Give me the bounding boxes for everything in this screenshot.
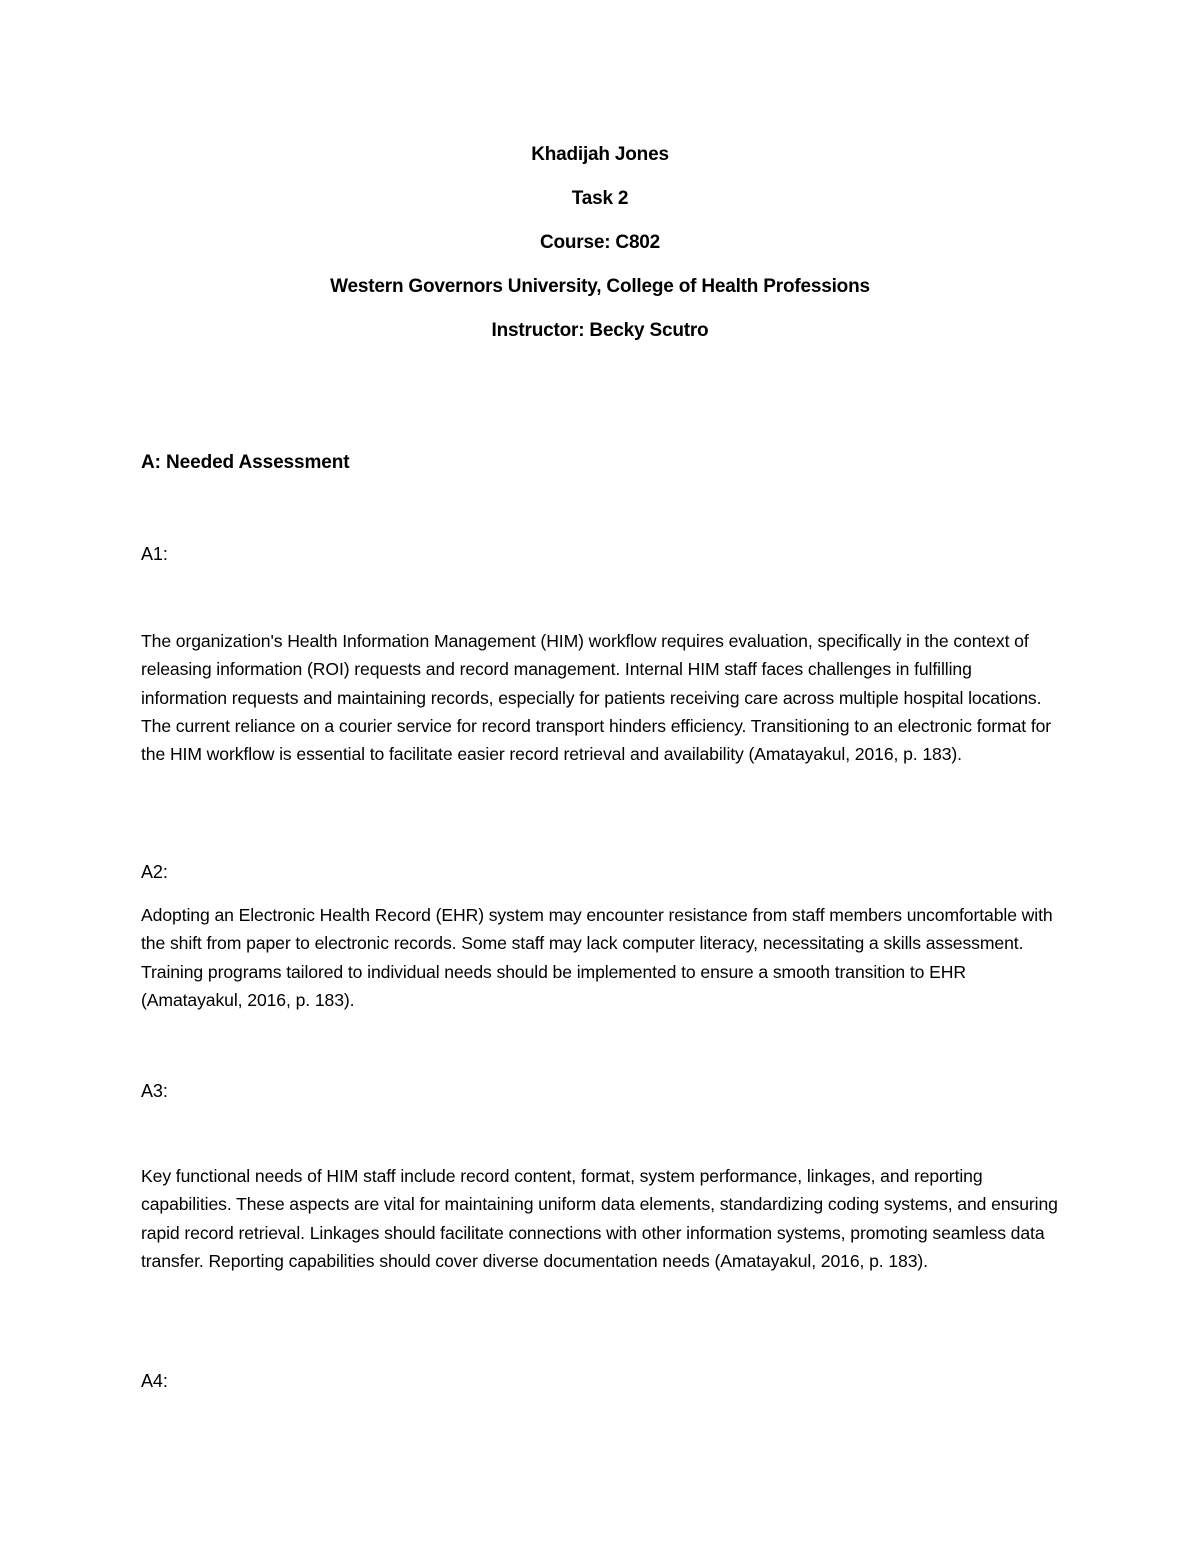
- author-name: Khadijah Jones: [531, 144, 669, 165]
- course-line: Course: C802: [539, 232, 661, 253]
- title-block: [0, 140, 1200, 360]
- subsection-label-a1: A1:: [141, 544, 168, 564]
- paragraph-a1: The organization's Health Information Management (HIM) workflow requires evaluation, specifically in the context of releasing information (ROI) requests and record management. Internal HIM staff faces challenges in fulfilling information requests and maintaining records, especially for patients receiving care across multiple hospital locations. The current reliance on a courier service for record transport hinders efficiency. Transitioning to an electronic format for the HIM workflow is essential to facilitate easier record retrieval and availability (Amatayakul, 2016, p. 183).: [141, 631, 1052, 765]
- subsection-label-a2: A2:: [141, 862, 168, 882]
- subsection-label-a3: A3:: [141, 1081, 168, 1101]
- paragraph-a3: Key functional needs of HIM staff include record content, format, system performance, linkages, and reporting capabilities. These aspects are vital for maintaining uniform data elements, standardizing coding systems, and ensuring rapid record retrieval. Linkages should facilitate connections with other information systems, promoting seamless data transfer. Reporting capabilities should cover diverse documentation needs (Amatayakul, 2016, p. 183).: [141, 1166, 1058, 1271]
- task-title: Task 2: [571, 188, 629, 209]
- section-heading-a: A: Needed Assessment: [141, 452, 350, 473]
- paragraph-a2: Adopting an Electronic Health Record (EHR) system may encounter resistance from staff members uncomfortable with the shift from paper to electronic records. Some staff may lack computer literacy, necessitating a skills assessment. Training programs tailored to individual needs should be implemented to ensure a smooth transition to EHR (Amatayakul, 2016, p. 183).: [141, 905, 1053, 1010]
- instructor-line: Instructor: Becky Scutro: [491, 320, 709, 341]
- subsection-label-a4: A4:: [141, 1371, 168, 1391]
- institution-line: Western Governors University, College of Health Professions: [330, 276, 870, 297]
